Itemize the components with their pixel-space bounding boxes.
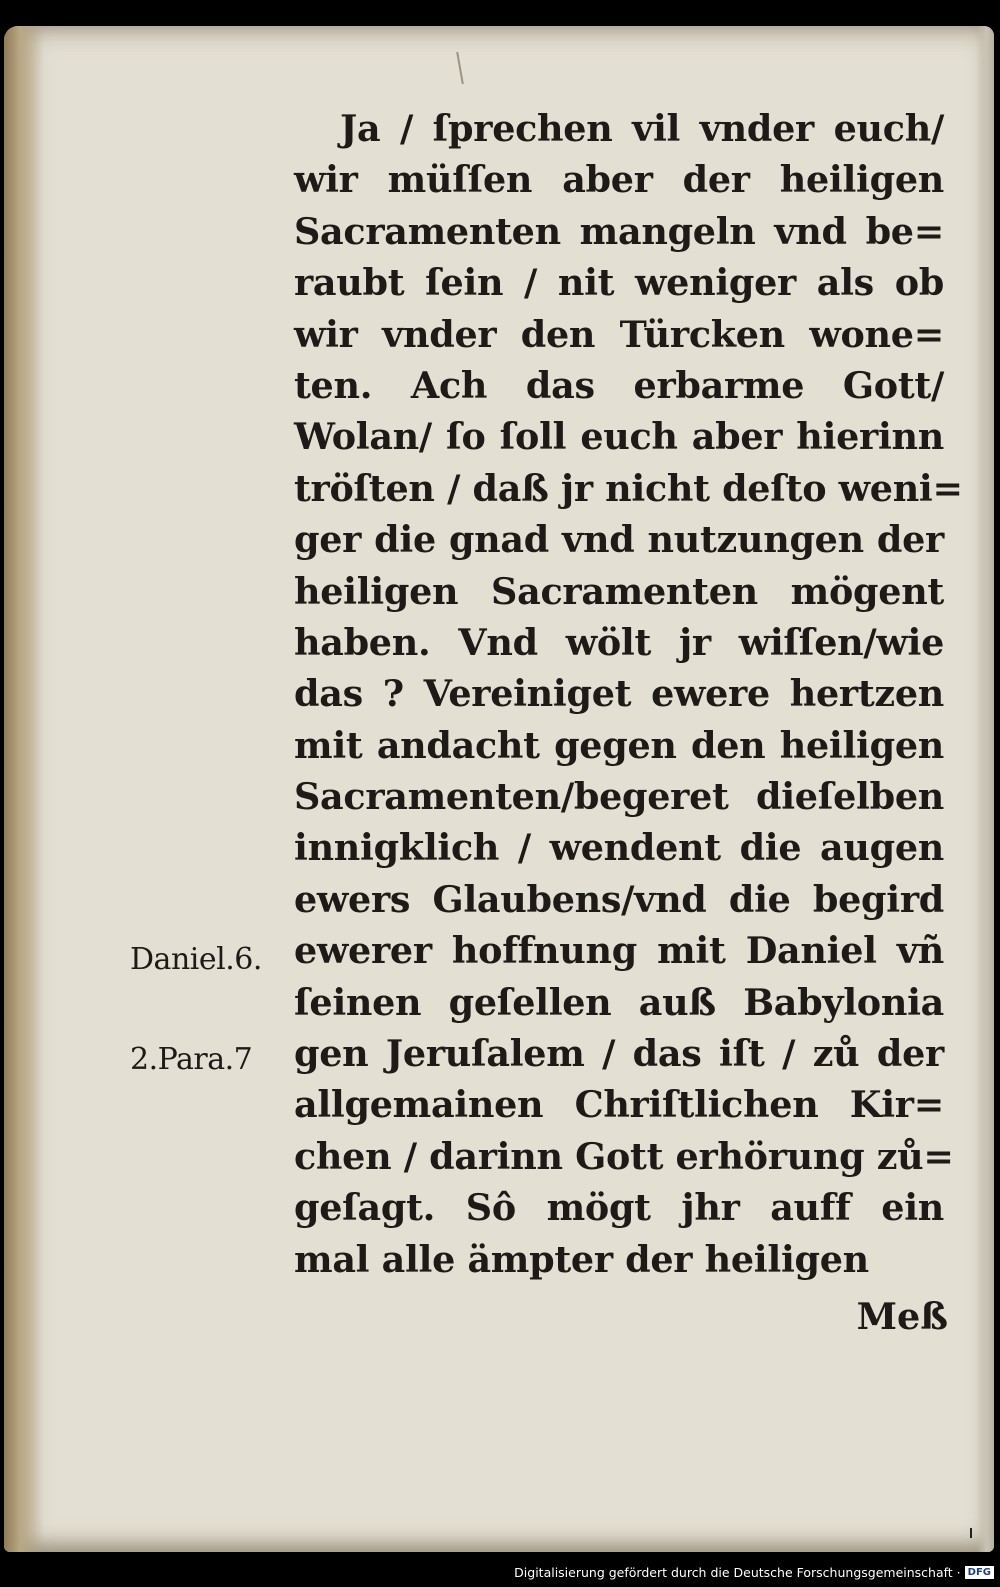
text-line: Sacramenten/begeret dieſelben: [294, 775, 944, 819]
text-line: wir vnder den Türcken wone=: [294, 312, 944, 356]
text-line: Ja / ſprechen vil vnder euch/: [340, 107, 944, 150]
text-line: ſeinen geſellen auß Babylonia: [294, 980, 944, 1024]
text-line: ewerer hoffnung mit Daniel vñ: [294, 929, 944, 973]
paper-tear: [456, 52, 478, 84]
text-line: Sacramenten mangeln vnd be=: [294, 209, 944, 253]
digitization-credit: Digitalisierung gefördert durch die Deutsche Forschungsgemeinschaft ·: [514, 1564, 961, 1580]
text-line: ger die gnad vnd nutzungen der: [294, 518, 944, 562]
text-line: geſagt. Sô mögt jhr auff ein: [294, 1186, 944, 1230]
text-line: mal alle ämpter der heiligen: [294, 1237, 869, 1281]
text-line: wir müſſen aber der heiligen: [294, 158, 944, 202]
text-line: Wolan/ ſo ſoll euch aber hierinn: [294, 415, 944, 459]
text-line: tröſten / daß jr nicht deſto weni=: [294, 466, 963, 510]
text-line: mit andacht gegen den heiligen: [294, 723, 944, 767]
catchword: Meß: [856, 1295, 948, 1338]
text-line: chen / darinn Gott erhörung zů=: [294, 1134, 954, 1178]
text-line: ewers Glaubens/vnd die begird: [294, 877, 944, 921]
text-line: gen Jeruſalem / das iſt / zů der: [294, 1032, 944, 1076]
marginal-note-daniel: Daniel.6.: [130, 942, 262, 977]
text-line: innigklich / wendent die augen: [294, 826, 944, 870]
edge-mark: [970, 1528, 972, 1538]
text-line: ten. Ach das erbarme Gott/: [294, 363, 944, 407]
text-line: raubt ſein / nit weniger als ob: [294, 261, 944, 305]
page-right-edge: [976, 26, 994, 1552]
text-line: allgemainen Chriſtlichen Kir=: [294, 1083, 944, 1127]
text-line: heiligen Sacramenten mögent: [294, 569, 944, 613]
digitization-credit-bar: [514, 1559, 994, 1585]
text-line: haben. Vnd wölt jr wiſſen/wie: [294, 620, 944, 664]
dfg-logo: DFG: [965, 1566, 994, 1579]
marginal-note-paralipomenon: 2.Para.7: [130, 1042, 253, 1077]
text-line: das ? Vereiniget ewere hertzen: [294, 672, 944, 716]
page-gutter-shadow: [4, 26, 44, 1552]
main-text-block: [294, 103, 963, 1285]
